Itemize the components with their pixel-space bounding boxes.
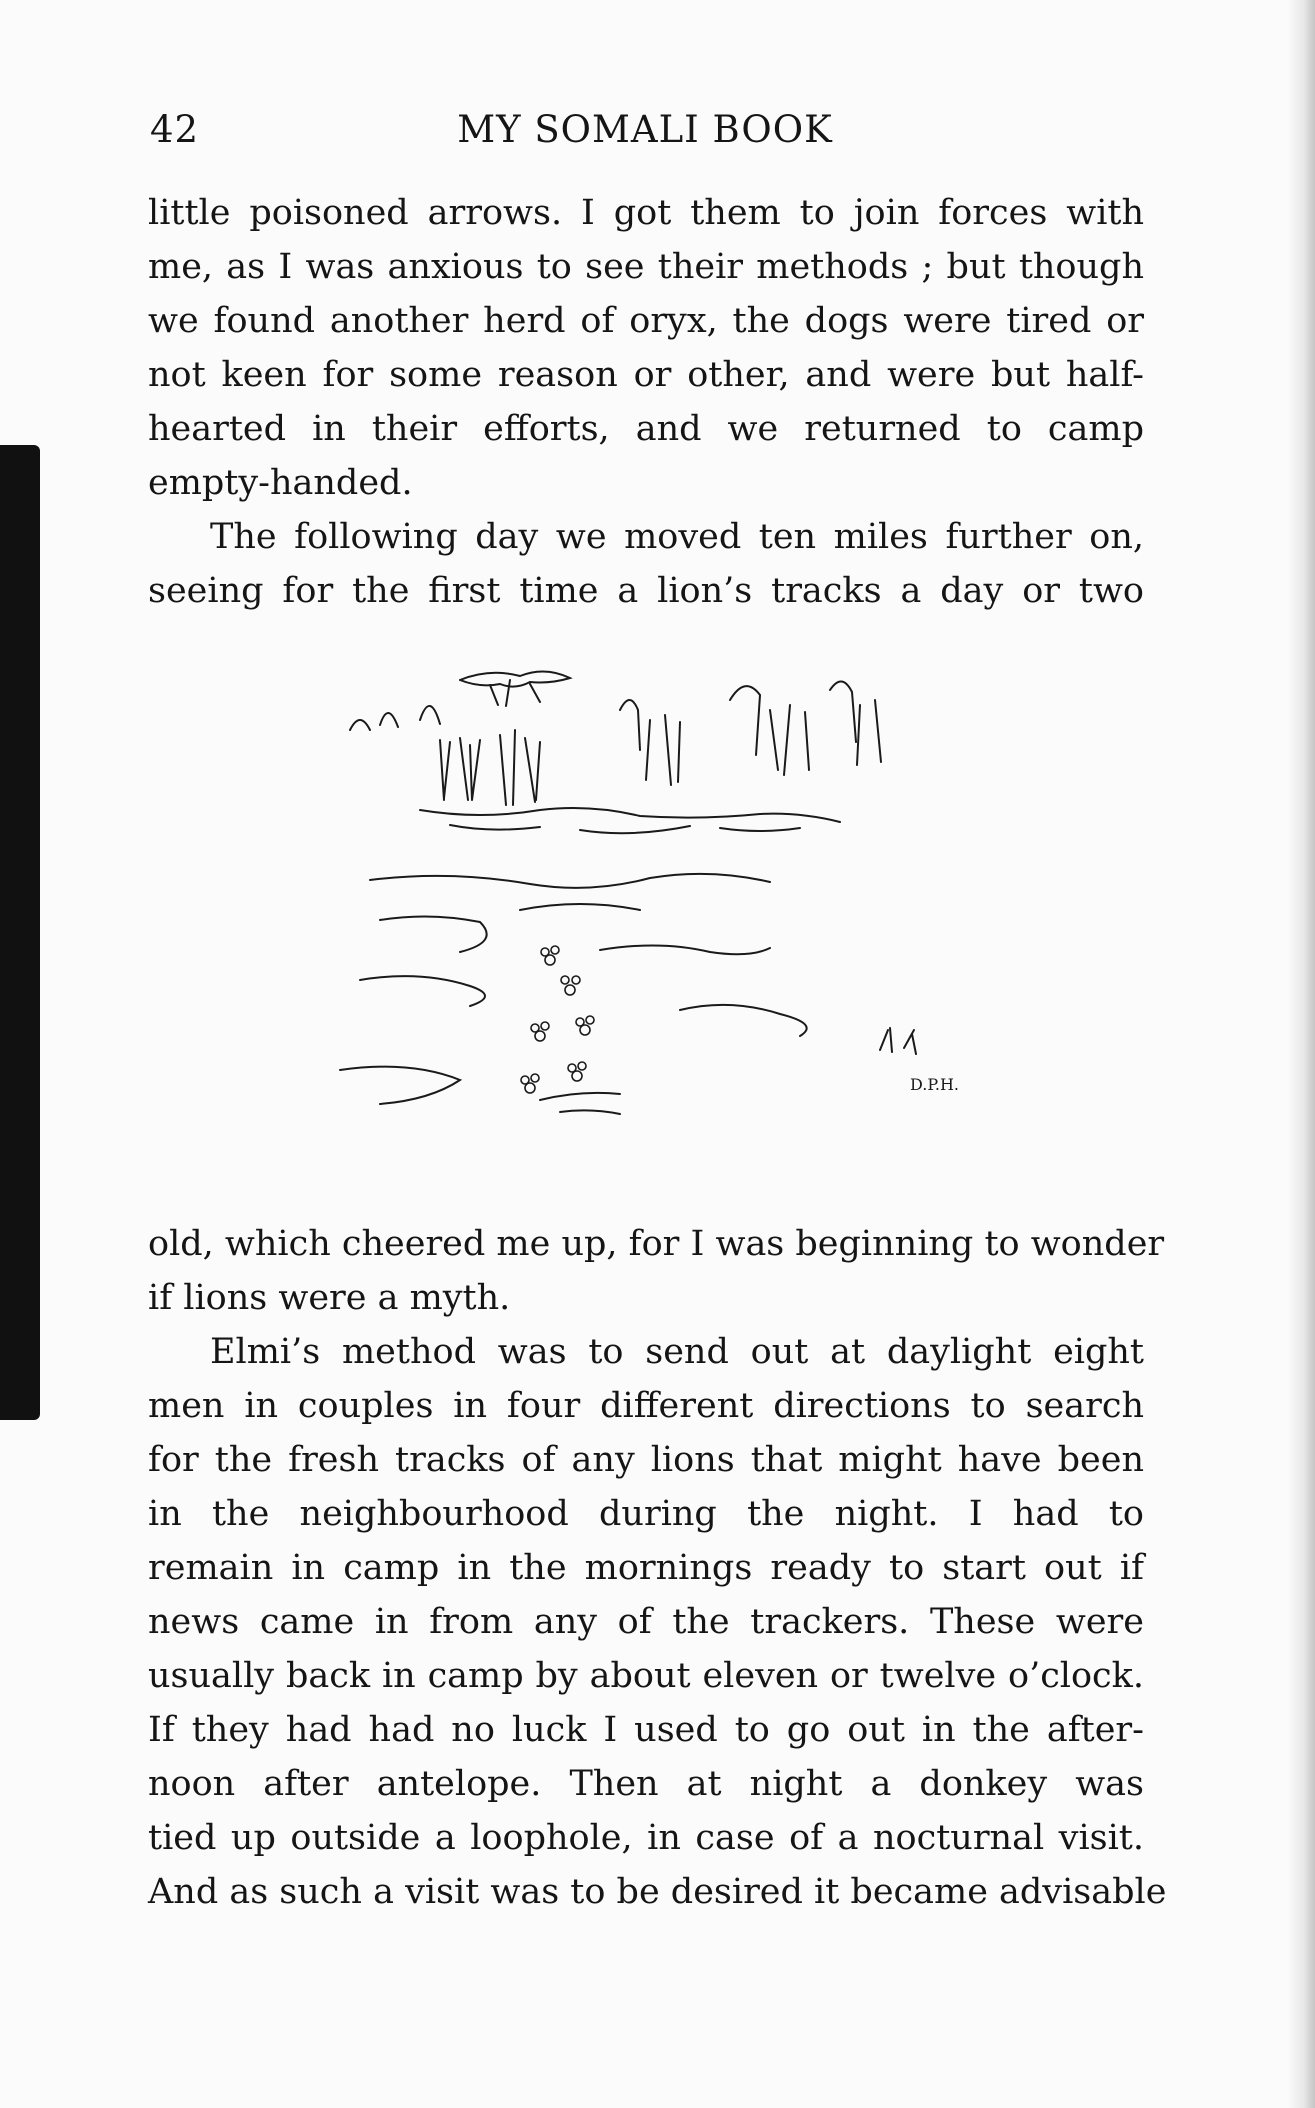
text-line: hearted in their efforts, and we returned to camp <box>148 409 1144 449</box>
text-line: usually back in camp by about eleven or twelve o’clock. <box>148 1656 1144 1696</box>
paragraph-block-top <box>148 186 1144 618</box>
paragraph-block-bottom <box>148 1217 1167 1919</box>
tree-canopy <box>460 671 570 686</box>
page-gutter-shadow <box>1287 0 1315 2108</box>
page-number: 42 <box>150 108 200 151</box>
text-line: Elmi’s method was to send out at daylight eight <box>210 1332 1144 1372</box>
text-line: remain in camp in the mornings ready to start out if <box>148 1548 1144 1588</box>
text-line: tied up outside a loophole, in case of a nocturnal visit. <box>148 1818 1144 1858</box>
artist-initials: D.P.H. <box>910 1075 959 1094</box>
running-title: MY SOMALI BOOK <box>457 108 833 151</box>
paw-prints <box>521 946 594 1093</box>
text-line: men in couples in four different directions to search <box>148 1386 1144 1426</box>
text-line: If they had had no luck I used to go out in the after- <box>148 1710 1144 1750</box>
lion-tracks-illustration <box>320 650 980 1190</box>
text-line: And as such a visit was to be desired it became advisable <box>148 1872 1167 1912</box>
text-line: if lions were a myth. <box>148 1278 511 1318</box>
text-line: for the fresh tracks of any lions that might have been <box>148 1440 1144 1480</box>
text-line: not keen for some reason or other, and were but half- <box>148 355 1144 395</box>
page-header <box>150 108 1140 158</box>
text-line: in the neighbourhood during the night. I had to <box>148 1494 1144 1534</box>
text-line: The following day we moved ten miles further on, <box>210 517 1144 557</box>
text-line: me, as I was anxious to see their methods ; but though <box>148 247 1144 287</box>
text-line: little poisoned arrows. I got them to join forces with <box>148 193 1144 233</box>
text-line: we found another herd of oryx, the dogs were tired or <box>148 301 1144 341</box>
text-line: empty-handed. <box>148 463 413 503</box>
text-line: old, which cheered me up, for I was beginning to wonder <box>148 1224 1165 1264</box>
text-line: noon after antelope. Then at night a donkey was <box>148 1764 1144 1804</box>
binding-edge <box>0 445 40 1420</box>
text-line: news came in from any of the trackers. These were <box>148 1602 1144 1642</box>
text-line: seeing for the first time a lion’s tracks a day or two <box>148 571 1144 611</box>
grass-tuft <box>880 1028 916 1054</box>
